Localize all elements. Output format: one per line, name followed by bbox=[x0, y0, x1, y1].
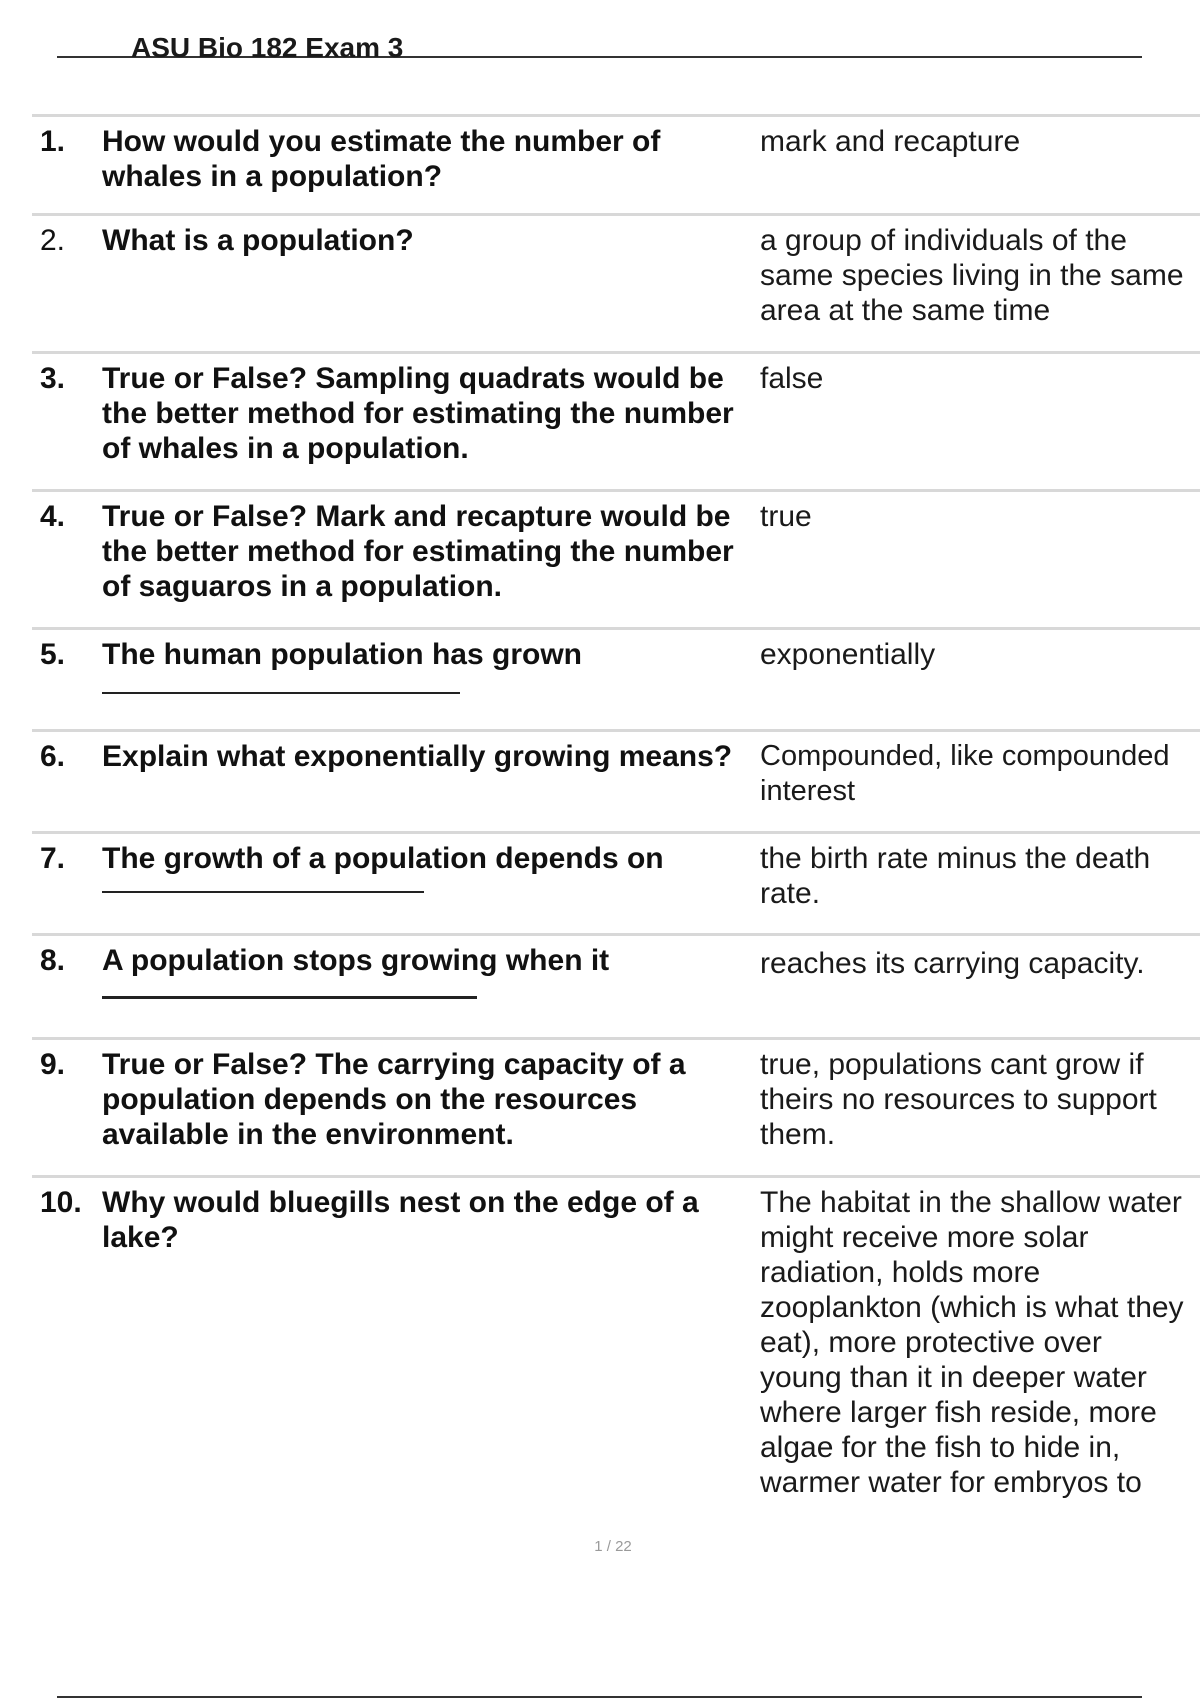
fill-in-blank-line bbox=[102, 996, 477, 999]
card-question: Why would bluegills nest on the edge of a lake? bbox=[102, 1186, 699, 1254]
card-number: 5. bbox=[40, 638, 66, 671]
card-number: 1. bbox=[40, 125, 66, 158]
flashcard-2 bbox=[32, 213, 1200, 351]
flashcard-7 bbox=[32, 831, 1200, 933]
card-number: 7. bbox=[40, 842, 66, 875]
card-question-block bbox=[102, 637, 752, 729]
fill-in-blank-line bbox=[102, 891, 424, 893]
card-number: 8. bbox=[40, 944, 66, 977]
card-number: 2. bbox=[40, 224, 66, 257]
card-answer: true bbox=[760, 500, 812, 533]
document-title: ASU Bio 182 Exam 3 bbox=[131, 32, 404, 63]
card-answer: exponentially bbox=[760, 638, 936, 671]
footer-rule bbox=[57, 1696, 1142, 1698]
card-answer: a group of individuals of the same species living in the same area at the same time bbox=[760, 224, 1184, 327]
card-question: Explain what exponentially growing means? bbox=[102, 740, 733, 773]
card-answer: false bbox=[760, 362, 824, 395]
card-answer: the birth rate minus the death rate. bbox=[760, 842, 1151, 910]
card-number: 6. bbox=[40, 740, 66, 773]
card-question: True or False? Sampling quadrats would be the better method for estimating the number of whales in a population. bbox=[102, 362, 734, 465]
flashcard-10 bbox=[32, 1175, 1200, 1515]
flashcard-6 bbox=[32, 729, 1200, 831]
flashcard-list bbox=[32, 114, 1200, 1515]
flashcard-5 bbox=[32, 627, 1200, 729]
card-question: True or False? The carrying capacity of a population depends on the resources available in the environment. bbox=[102, 1048, 686, 1151]
card-question: How would you estimate the number of whales in a population? bbox=[102, 125, 661, 193]
flashcard-9 bbox=[32, 1037, 1200, 1175]
card-question-block bbox=[102, 841, 752, 933]
card-question: The human population has grown bbox=[102, 638, 582, 671]
flashcard-4 bbox=[32, 489, 1200, 627]
card-question-block bbox=[102, 943, 752, 1037]
card-number: 3. bbox=[40, 362, 66, 395]
flashcard-8 bbox=[32, 933, 1200, 1037]
card-number: 9. bbox=[40, 1048, 66, 1081]
card-answer: Compounded, like compounded interest bbox=[760, 740, 1170, 807]
card-answer: true, populations cant grow if theirs no resources to support them. bbox=[760, 1048, 1157, 1151]
card-question: What is a population? bbox=[102, 224, 414, 257]
card-number: 10. bbox=[40, 1186, 82, 1219]
card-answer: reaches its carrying capacity. bbox=[760, 947, 1145, 980]
card-question: The growth of a population depends on bbox=[102, 842, 664, 875]
page-indicator: 1 / 22 bbox=[594, 1538, 632, 1555]
card-answer: The habitat in the shallow water might receive more solar radiation, holds more zooplankton (which is what they eat), more protective over young than it in deeper water where larger fish reside, more algae for the fish to hide in, warmer water for embryos to bbox=[760, 1186, 1184, 1499]
flashcard-3 bbox=[32, 351, 1200, 489]
card-answer: mark and recapture bbox=[760, 125, 1021, 158]
flashcard-1 bbox=[32, 114, 1200, 213]
document-header bbox=[57, 32, 1142, 63]
card-question: A population stops growing when it bbox=[102, 944, 610, 977]
card-number: 4. bbox=[40, 500, 66, 533]
fill-in-blank-line bbox=[102, 692, 460, 694]
card-question: True or False? Mark and recapture would be the better method for estimating the number of saguaros in a population. bbox=[102, 500, 734, 603]
